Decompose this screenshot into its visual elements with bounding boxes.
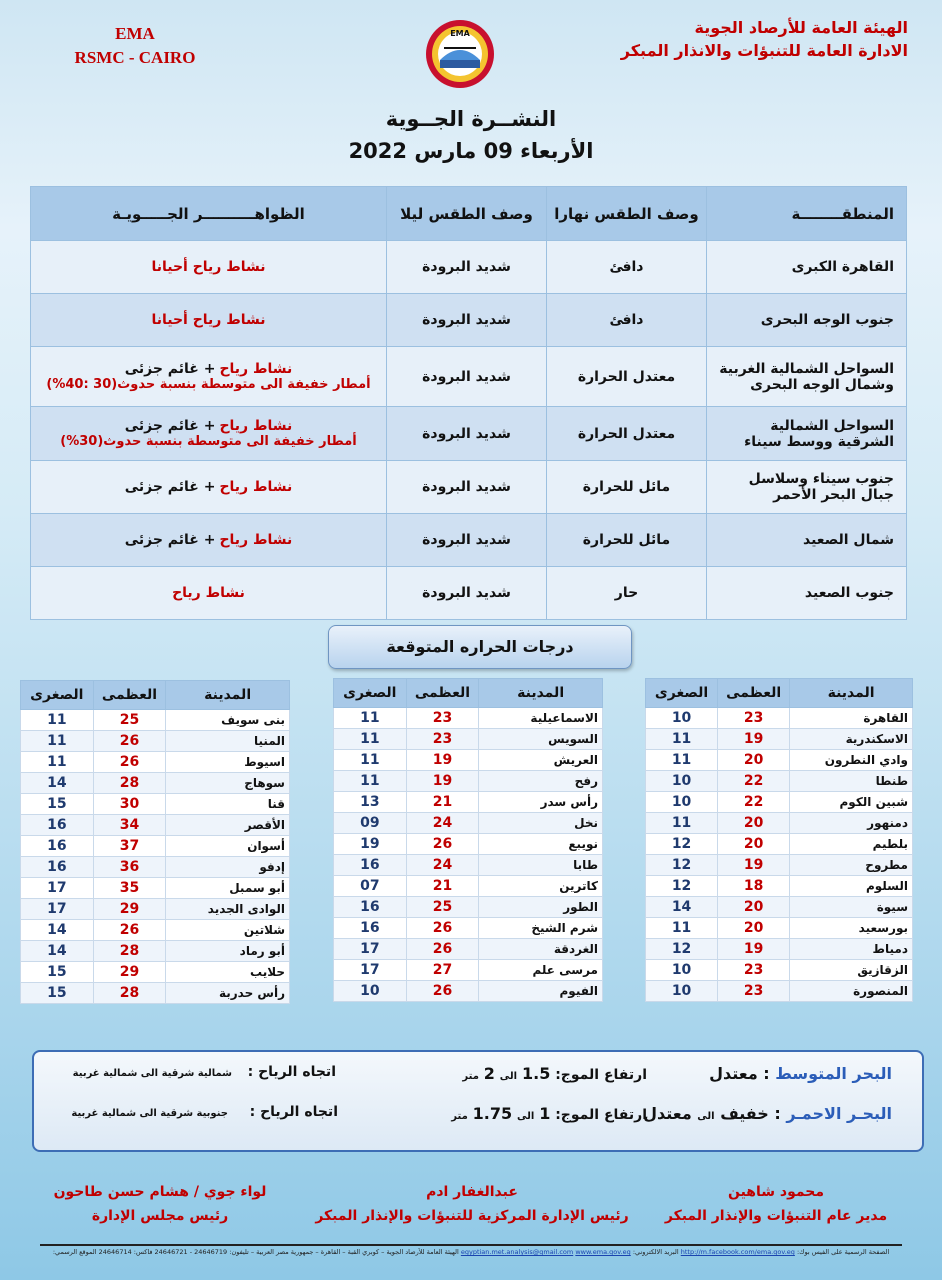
- min-temp-cell: 14: [21, 773, 94, 794]
- max-temp-cell: 19: [718, 855, 790, 876]
- temp-row: [21, 815, 290, 836]
- max-temp-cell: 26: [93, 752, 166, 773]
- phenomena-wind: نشاط رياح أحيانا: [151, 312, 266, 328]
- wind-label-med: اتجاه الرياح :: [247, 1064, 336, 1080]
- sea-name-med: البحر المتوسط: [775, 1064, 892, 1083]
- wave-label-red: ارتفاع الموج:: [555, 1107, 647, 1123]
- day-cell: مائل للحرارة: [547, 514, 707, 567]
- city-cell: اسيوط: [166, 752, 290, 773]
- col-max: العظمى: [406, 679, 479, 708]
- region-cell: جنوب الصعيد: [707, 567, 907, 620]
- wave-unit-med: متر: [462, 1071, 479, 1082]
- footer-email-link[interactable]: egyptian.met.analysis@gmail.com: [460, 1248, 574, 1256]
- signature-middle-title: رئيس الإدارة المركزية للتنبؤات والإنذار المبكر: [315, 1208, 629, 1224]
- region-cell: السواحل الشمالية الغربية وشمال الوجه البحرى: [707, 347, 907, 407]
- temperatures-title: درجات الحراره المتوقعة: [328, 625, 632, 669]
- temp-table-right: [645, 678, 913, 1002]
- temp-row: [334, 855, 603, 876]
- min-temp-cell: 11: [21, 752, 94, 773]
- max-temp-cell: 22: [718, 771, 790, 792]
- col-min: الصغرى: [334, 679, 407, 708]
- bulletin-title: [0, 103, 942, 167]
- temp-table-header: [646, 679, 913, 708]
- min-temp-cell: 16: [334, 918, 407, 939]
- footer-email-label: البريد الالكتروني:: [632, 1248, 679, 1256]
- temp-row: [646, 918, 913, 939]
- temp-row: [646, 939, 913, 960]
- temp-row: [21, 878, 290, 899]
- col-max: العظمى: [93, 681, 166, 710]
- temp-row: [21, 731, 290, 752]
- min-temp-cell: 11: [646, 750, 718, 771]
- min-temp-cell: 12: [646, 939, 718, 960]
- weather-row: [31, 241, 907, 294]
- city-cell: الاسماعيلية: [479, 708, 603, 729]
- temp-row: [646, 834, 913, 855]
- city-cell: الاسكندرية: [790, 729, 913, 750]
- temp-table-middle: [333, 678, 603, 1002]
- min-temp-cell: 16: [334, 897, 407, 918]
- signature-right-title: مدير عام التنبؤات والإنذار المبكر: [664, 1208, 888, 1224]
- night-cell: شديد البرودة: [387, 347, 547, 407]
- max-temp-cell: 26: [406, 939, 479, 960]
- signatures: [0, 1180, 942, 1230]
- min-temp-cell: 11: [21, 731, 94, 752]
- org-center: RSMC - CAIRO: [74, 48, 196, 67]
- phenomena-line1: [37, 418, 380, 434]
- phenomena-wind: نشاط رياح أحيانا: [151, 259, 266, 275]
- temp-row: [334, 876, 603, 897]
- logo-text: EMA: [450, 29, 470, 38]
- temp-row: [334, 771, 603, 792]
- min-temp-cell: 11: [334, 750, 407, 771]
- day-cell: دافئ: [547, 241, 707, 294]
- min-temp-cell: 10: [646, 771, 718, 792]
- max-temp-cell: 35: [93, 878, 166, 899]
- max-temp-cell: 26: [93, 731, 166, 752]
- temp-row: [646, 876, 913, 897]
- temp-row: [21, 710, 290, 731]
- min-temp-cell: 14: [646, 897, 718, 918]
- signature-right-name: محمود شاهين: [727, 1184, 825, 1200]
- phenomena-cell: [31, 461, 387, 514]
- phenomena-cell: [31, 347, 387, 407]
- phenomena-cloud: + غائم جزئى: [124, 361, 216, 377]
- city-cell: قنا: [166, 794, 290, 815]
- city-cell: الغردقة: [479, 939, 603, 960]
- min-temp-cell: 14: [21, 920, 94, 941]
- wind-value-red: جنوبية شرقية الى شمالية غربية: [71, 1108, 228, 1119]
- wave-unit-red: متر: [451, 1111, 468, 1122]
- sea-state-med: : معتدل: [709, 1064, 770, 1083]
- region-cell: جنوب الوجه البحرى: [707, 294, 907, 347]
- min-temp-cell: 11: [646, 813, 718, 834]
- phenomena-rain: أمطار خفيفة الى متوسطة بنسبة حدوث(30%): [60, 434, 357, 449]
- min-temp-cell: 17: [21, 878, 94, 899]
- min-temp-cell: 10: [646, 960, 718, 981]
- city-cell: إدفو: [166, 857, 290, 878]
- max-temp-cell: 20: [718, 834, 790, 855]
- ema-logo-icon: [420, 18, 500, 90]
- min-temp-cell: 12: [646, 834, 718, 855]
- temp-row: [646, 981, 913, 1002]
- night-cell: شديد البرودة: [387, 461, 547, 514]
- city-cell: بلطيم: [790, 834, 913, 855]
- temp-row: [21, 941, 290, 962]
- day-cell: معتدل الحرارة: [547, 347, 707, 407]
- max-temp-cell: 23: [406, 708, 479, 729]
- col-day: وصف الطقس نهارا: [547, 187, 707, 241]
- temp-row: [334, 939, 603, 960]
- temp-row: [334, 813, 603, 834]
- temp-row: [21, 920, 290, 941]
- phenomena-wind: نشاط رياح: [219, 532, 293, 548]
- phenomena-cell: [31, 514, 387, 567]
- max-temp-cell: 21: [406, 876, 479, 897]
- min-temp-cell: 10: [646, 981, 718, 1002]
- city-cell: دمياط: [790, 939, 913, 960]
- max-temp-cell: 26: [93, 920, 166, 941]
- footer-address: الهيئة العامة للأرصاد الجوية – كوبري القبة – القاهرة – جمهورية مصر العربية – تليفون: 24646719 - 24646721 فاكس: 24646714 الموقع الرسمي:: [52, 1248, 459, 1256]
- phenomena-line1: [37, 361, 380, 377]
- max-temp-cell: 19: [718, 939, 790, 960]
- phenomena-wind: نشاط رياح: [219, 418, 293, 434]
- max-temp-cell: 22: [718, 792, 790, 813]
- col-city: المدينة: [479, 679, 603, 708]
- city-cell: دمنهور: [790, 813, 913, 834]
- min-temp-cell: 09: [334, 813, 407, 834]
- night-cell: شديد البرودة: [387, 407, 547, 461]
- city-cell: المنيا: [166, 731, 290, 752]
- city-cell: القاهرة: [790, 708, 913, 729]
- night-cell: شديد البرودة: [387, 567, 547, 620]
- temp-row: [21, 836, 290, 857]
- signature-right: [646, 1180, 906, 1228]
- city-cell: كاترين: [479, 876, 603, 897]
- phenomena-line1: [37, 312, 380, 328]
- temp-row: [334, 729, 603, 750]
- footer-contact: [40, 1248, 902, 1256]
- phenomena-line1: [37, 259, 380, 275]
- max-temp-cell: 18: [718, 876, 790, 897]
- min-temp-cell: 11: [334, 708, 407, 729]
- phenomena-wind: نشاط رياح: [219, 479, 293, 495]
- max-temp-cell: 26: [406, 981, 479, 1002]
- temp-row: [334, 792, 603, 813]
- day-cell: مائل للحرارة: [547, 461, 707, 514]
- max-temp-cell: 34: [93, 815, 166, 836]
- city-cell: حلايب: [166, 962, 290, 983]
- city-cell: مرسى علم: [479, 960, 603, 981]
- min-temp-cell: 11: [21, 710, 94, 731]
- wave-from-red: 1: [539, 1104, 551, 1123]
- temp-row: [646, 792, 913, 813]
- temp-row: [21, 962, 290, 983]
- weather-table-header: [31, 187, 907, 241]
- min-temp-cell: 10: [334, 981, 407, 1002]
- phenomena-cloud: + غائم جزئى: [124, 532, 216, 548]
- min-temp-cell: 11: [334, 729, 407, 750]
- bulletin-heading: النشــرة الجــوية: [385, 107, 557, 131]
- footer-facebook-link[interactable]: http://m.facebook.com/ema.gov.eg: [680, 1248, 795, 1256]
- max-temp-cell: 21: [406, 792, 479, 813]
- min-temp-cell: 16: [21, 836, 94, 857]
- max-temp-cell: 19: [718, 729, 790, 750]
- max-temp-cell: 26: [406, 834, 479, 855]
- temp-row: [334, 834, 603, 855]
- max-temp-cell: 19: [406, 771, 479, 792]
- city-cell: أبو سمبل: [166, 878, 290, 899]
- night-cell: شديد البرودة: [387, 514, 547, 567]
- max-temp-cell: 37: [93, 836, 166, 857]
- weather-table: [30, 186, 907, 620]
- city-cell: رفح: [479, 771, 603, 792]
- phenomena-cell: [31, 241, 387, 294]
- sea-name-red: البحـر الاحمـر: [786, 1104, 892, 1123]
- wave-label-med: ارتفاع الموج:: [555, 1067, 647, 1083]
- sea-row-red: [34, 1104, 922, 1134]
- col-night: وصف الطقس ليلا: [387, 187, 547, 241]
- city-cell: نويبع: [479, 834, 603, 855]
- wind-value-med: شمالية شرقية الى شمالية غربية: [72, 1068, 232, 1079]
- min-temp-cell: 11: [334, 771, 407, 792]
- temp-row: [646, 897, 913, 918]
- city-cell: العريش: [479, 750, 603, 771]
- temp-row: [21, 752, 290, 773]
- max-temp-cell: 28: [93, 941, 166, 962]
- max-temp-cell: 20: [718, 813, 790, 834]
- temp-table-header: [334, 679, 603, 708]
- signature-left-name: لواء جوي / هشام حسن طاحون: [53, 1184, 267, 1200]
- max-temp-cell: 23: [406, 729, 479, 750]
- signature-middle-name: عبدالغفار ادم: [426, 1184, 518, 1200]
- min-temp-cell: 11: [646, 729, 718, 750]
- city-cell: الوادى الجديد: [166, 899, 290, 920]
- min-temp-cell: 13: [334, 792, 407, 813]
- col-city: المدينة: [790, 679, 913, 708]
- max-temp-cell: 23: [718, 708, 790, 729]
- city-cell: السويس: [479, 729, 603, 750]
- city-cell: أبو رماد: [166, 941, 290, 962]
- temp-row: [646, 771, 913, 792]
- weather-row: [31, 514, 907, 567]
- col-min: الصغرى: [21, 681, 94, 710]
- max-temp-cell: 24: [406, 813, 479, 834]
- phenomena-rain: أمطار خفيفة الى متوسطة بنسبة حدوث(30 :40%): [46, 377, 371, 392]
- org-abbrev: EMA: [115, 24, 155, 43]
- weather-row: [31, 294, 907, 347]
- max-temp-cell: 25: [406, 897, 479, 918]
- city-cell: شرم الشيخ: [479, 918, 603, 939]
- max-temp-cell: 28: [93, 983, 166, 1004]
- city-cell: المنصورة: [790, 981, 913, 1002]
- max-temp-cell: 25: [93, 710, 166, 731]
- max-temp-cell: 28: [93, 773, 166, 794]
- min-temp-cell: 17: [334, 960, 407, 981]
- city-cell: بورسعيد: [790, 918, 913, 939]
- min-temp-cell: 10: [646, 792, 718, 813]
- col-city: المدينة: [166, 681, 290, 710]
- city-cell: الطور: [479, 897, 603, 918]
- city-cell: مطروح: [790, 855, 913, 876]
- phenomena-wind: نشاط رياح: [219, 361, 293, 377]
- region-cell: شمال الصعيد: [707, 514, 907, 567]
- max-temp-cell: 26: [406, 918, 479, 939]
- bulletin-date: الأربعاء 09 مارس 2022: [348, 139, 594, 163]
- city-cell: سيوة: [790, 897, 913, 918]
- min-temp-cell: 16: [334, 855, 407, 876]
- temp-row: [334, 750, 603, 771]
- max-temp-cell: 36: [93, 857, 166, 878]
- min-temp-cell: 15: [21, 962, 94, 983]
- temp-row: [21, 899, 290, 920]
- region-cell: السواحل الشمالية الشرقية ووسط سيناء: [707, 407, 907, 461]
- temp-row: [334, 897, 603, 918]
- col-max: العظمى: [718, 679, 790, 708]
- min-temp-cell: 16: [21, 815, 94, 836]
- weather-row: [31, 461, 907, 514]
- max-temp-cell: 20: [718, 750, 790, 771]
- min-temp-cell: 16: [21, 857, 94, 878]
- region-cell: جنوب سيناء وسلاسل جبال البحر الأحمر: [707, 461, 907, 514]
- city-cell: بنى سويف: [166, 710, 290, 731]
- footer-fb-label: الصفحة الرسمية على الفيس بوك:: [796, 1248, 890, 1256]
- city-cell: الأقصر: [166, 815, 290, 836]
- max-temp-cell: 23: [718, 960, 790, 981]
- max-temp-cell: 30: [93, 794, 166, 815]
- city-cell: طابا: [479, 855, 603, 876]
- temp-row: [646, 813, 913, 834]
- temp-row: [646, 708, 913, 729]
- min-temp-cell: 19: [334, 834, 407, 855]
- temp-row: [334, 918, 603, 939]
- signature-middle: [302, 1180, 642, 1228]
- max-temp-cell: 20: [718, 918, 790, 939]
- sea-state-box: [32, 1050, 924, 1152]
- sea-row-mediterranean: [34, 1064, 922, 1094]
- city-cell: رأس حدربة: [166, 983, 290, 1004]
- phenomena-cell: [31, 567, 387, 620]
- min-temp-cell: 15: [21, 794, 94, 815]
- phenomena-line1: [37, 585, 380, 601]
- city-cell: طنطا: [790, 771, 913, 792]
- col-region: المنطقــــــــة: [707, 187, 907, 241]
- temp-row: [21, 794, 290, 815]
- sea-state-red-a: : خفيف: [720, 1104, 781, 1123]
- temp-row: [334, 708, 603, 729]
- phenomena-cloud: + غائم جزئى: [124, 479, 216, 495]
- temp-row: [646, 960, 913, 981]
- wave-from-med: 1.5: [521, 1064, 551, 1083]
- temp-row: [646, 750, 913, 771]
- min-temp-cell: 12: [646, 876, 718, 897]
- phenomena-line1: [37, 479, 380, 495]
- phenomena-wind: نشاط رياح: [172, 585, 245, 601]
- day-cell: دافئ: [547, 294, 707, 347]
- city-cell: السلوم: [790, 876, 913, 897]
- min-temp-cell: 15: [21, 983, 94, 1004]
- temp-row: [21, 983, 290, 1004]
- wave-to-med: 2: [483, 1064, 495, 1083]
- phenomena-cell: [31, 407, 387, 461]
- city-cell: شبين الكوم: [790, 792, 913, 813]
- weather-row: [31, 347, 907, 407]
- city-cell: شلاتين: [166, 920, 290, 941]
- wave-to-word-med: الى: [499, 1071, 518, 1082]
- max-temp-cell: 20: [718, 897, 790, 918]
- city-cell: وادي النطرون: [790, 750, 913, 771]
- signature-left-title: رئيس مجلس الإدارة: [91, 1208, 229, 1224]
- authority-name: الهيئة العامة للأرصاد الجوية: [694, 18, 908, 37]
- footer-divider: [40, 1244, 902, 1246]
- wave-to-red: 1.75: [472, 1104, 513, 1123]
- min-temp-cell: 17: [334, 939, 407, 960]
- sea-state-red-c: معتدل: [643, 1104, 692, 1123]
- day-cell: حار: [547, 567, 707, 620]
- sea-state-red-b: الى: [697, 1111, 715, 1122]
- min-temp-cell: 14: [21, 941, 94, 962]
- wind-label-red: اتجاه الرياح :: [249, 1104, 338, 1120]
- min-temp-cell: 11: [646, 918, 718, 939]
- max-temp-cell: 23: [718, 981, 790, 1002]
- weather-row: [31, 407, 907, 461]
- temp-row: [21, 773, 290, 794]
- min-temp-cell: 12: [646, 855, 718, 876]
- wave-to-word-red: الى: [517, 1111, 535, 1122]
- phenomena-line1: [37, 532, 380, 548]
- phenomena-cloud: + غائم جزئى: [124, 418, 216, 434]
- temp-row: [21, 857, 290, 878]
- header-right: [578, 16, 908, 62]
- temp-table-left: [20, 680, 290, 1004]
- temp-row: [334, 960, 603, 981]
- min-temp-cell: 17: [21, 899, 94, 920]
- temp-table-header: [21, 681, 290, 710]
- city-cell: نخل: [479, 813, 603, 834]
- signature-left: [40, 1180, 280, 1228]
- col-phenomena: الظواهــــــــــر الجـــــويـة: [31, 187, 387, 241]
- weather-row: [31, 567, 907, 620]
- max-temp-cell: 29: [93, 962, 166, 983]
- header-left: [40, 22, 230, 70]
- city-cell: أسوان: [166, 836, 290, 857]
- city-cell: الفيوم: [479, 981, 603, 1002]
- col-min: الصغرى: [646, 679, 718, 708]
- night-cell: شديد البرودة: [387, 241, 547, 294]
- max-temp-cell: 19: [406, 750, 479, 771]
- min-temp-cell: 07: [334, 876, 407, 897]
- max-temp-cell: 29: [93, 899, 166, 920]
- day-cell: معتدل الحرارة: [547, 407, 707, 461]
- temp-row: [334, 981, 603, 1002]
- department-name: الادارة العامة للتنبؤات والانذار المبكر: [620, 41, 908, 60]
- phenomena-cell: [31, 294, 387, 347]
- city-cell: سوهاج: [166, 773, 290, 794]
- min-temp-cell: 10: [646, 708, 718, 729]
- city-cell: رأس سدر: [479, 792, 603, 813]
- temp-row: [646, 729, 913, 750]
- region-cell: القاهرة الكبرى: [707, 241, 907, 294]
- max-temp-cell: 24: [406, 855, 479, 876]
- temp-row: [646, 855, 913, 876]
- footer-site-link[interactable]: www.ema.gov.eg: [575, 1248, 631, 1256]
- city-cell: الزقازيق: [790, 960, 913, 981]
- max-temp-cell: 27: [406, 960, 479, 981]
- night-cell: شديد البرودة: [387, 294, 547, 347]
